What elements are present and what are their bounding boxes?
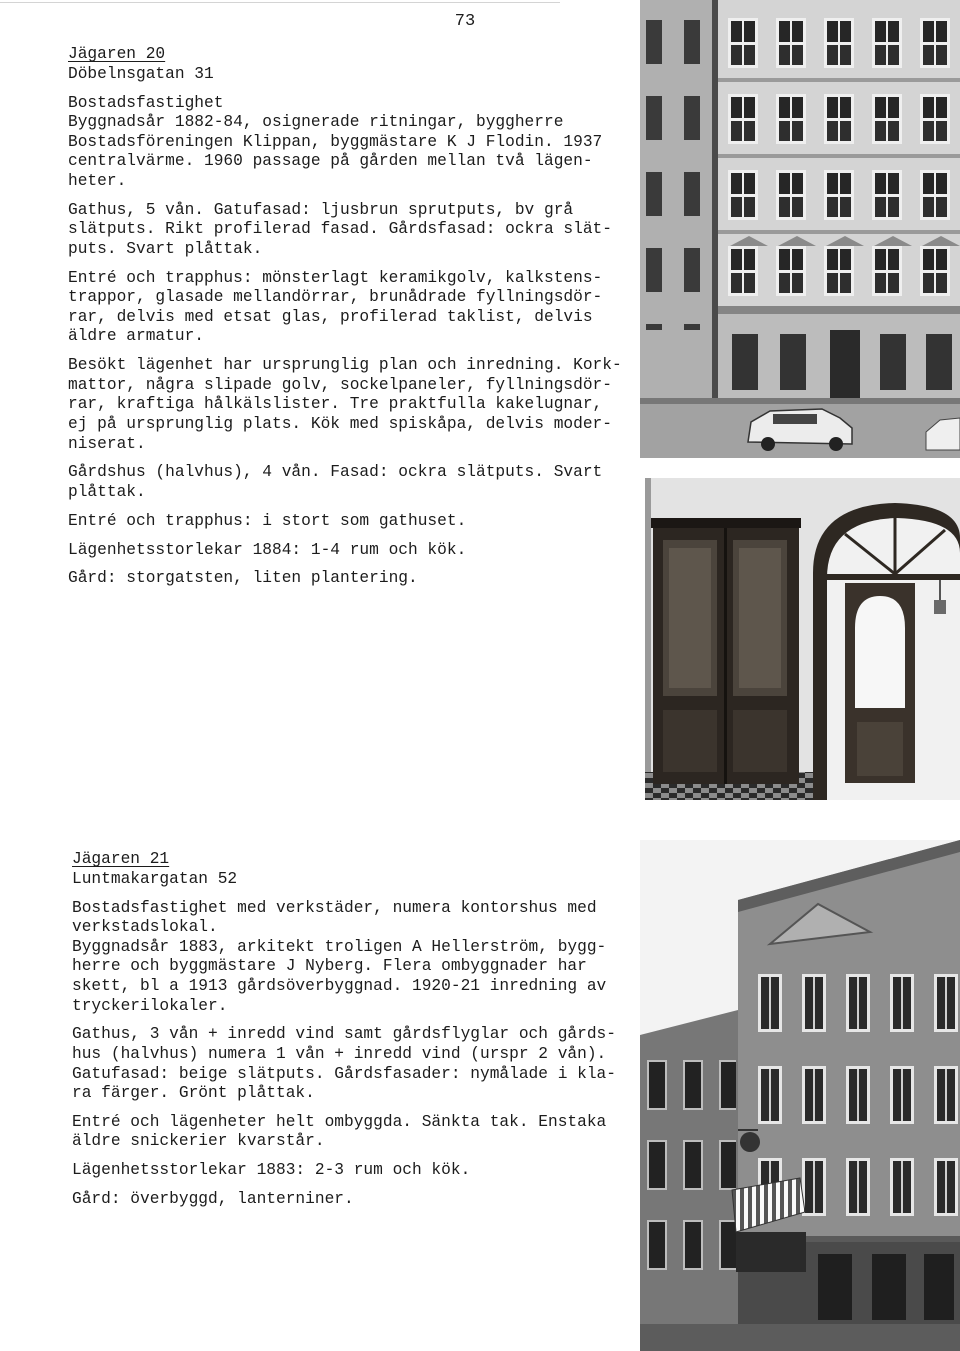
photo-entrance-interior [645, 478, 960, 800]
entry-heading [72, 850, 642, 889]
text-line: Lägenhetsstorlekar 1884: 1-4 rum och kök. [68, 540, 467, 559]
entry-jagaren-20 [68, 45, 638, 589]
text-line: Byggnadsår 1882-84, osignerade ritningar, byggherre [68, 113, 564, 132]
double-door [651, 518, 801, 784]
street [640, 1324, 960, 1351]
text-line: mattor, några slipade golv, sockelpaneler, fyllningsdör- [68, 375, 612, 394]
text-line: Gård: överbyggd, lanterniner. [72, 1190, 354, 1209]
text-line: puts. Svart plåttak. [68, 239, 263, 258]
photo-street-facade [640, 0, 960, 458]
text-line: heter. [68, 171, 127, 190]
page-number: 73 [454, 12, 476, 31]
text-line: centralvärme. 1960 passage på gården mellan två lägen- [68, 152, 593, 171]
property-title: Jägaren 21 [72, 850, 170, 869]
paragraph-apartment-sizes [72, 1161, 642, 1181]
text-line: skett, bl a 1913 gårdsöverbyggnad. 1920-21 inredning av [72, 976, 607, 995]
arched-doorway [813, 503, 960, 800]
text-line: Entré och lägenheter helt ombyggda. Sänkta tak. Enstaka [72, 1112, 607, 1131]
text-line: ej på ursprunglig plats. Kök med spiskåpa, delvis moder- [68, 415, 612, 434]
text-line: Bostadsfastighet med verkstäder, numera kontorshus med [72, 898, 597, 917]
property-address: Döbelnsgatan 31 [68, 64, 214, 83]
text-line: äldre armatur. [68, 327, 204, 346]
text-line: Lägenhetsstorlekar 1883: 2-3 rum och kök. [72, 1161, 471, 1180]
text-line: herre och byggmästare J Nyberg. Flera ombyggnader har [72, 957, 587, 976]
text-line: Gårdshus (halvhus), 4 vån. Fasad: ockra slätputs. Svart [68, 463, 603, 482]
text-line: niserat. [68, 434, 146, 453]
property-address: Luntmakargatan 52 [72, 869, 238, 888]
text-line: trappor, glasade mellandörrar, brunådrade fyllningsdör- [68, 288, 603, 307]
scan-edge-line [0, 2, 560, 3]
paragraph-apartment-sizes [68, 541, 638, 561]
hanging-lamp [934, 600, 946, 614]
paragraph-courtyard-entrance [68, 512, 638, 532]
text-line: slätputs. Rikt profilerad fasad. Gårdsfasad: ockra slät- [68, 220, 612, 239]
photo-street-building [640, 840, 960, 1351]
paragraph-description [68, 94, 638, 192]
text-line: äldre snickerier kvarstår. [72, 1132, 325, 1151]
paragraph-description [72, 899, 642, 1017]
text-line: Besökt lägenhet har ursprunglig plan och inredning. Kork- [68, 356, 622, 375]
text-line: Bostadsfastighet [68, 93, 224, 112]
text-line: Entré och trapphus: i stort som gathuset. [68, 511, 467, 530]
property-title: Jägaren 20 [68, 45, 166, 64]
text-line: Bostadsföreningen Klippan, byggmästare K J Flodin. 1937 [68, 132, 603, 151]
neighbor-building [640, 0, 718, 400]
paragraph-courtyard-building [68, 463, 638, 502]
text-line: rar, kraftiga hålkälslister. Tre praktfulla kakelugnar, [68, 395, 603, 414]
text-line: Byggnadsår 1883, arkitekt troligen A Hellerström, bygg- [72, 937, 607, 956]
text-line: ra färger. Grönt plåttak. [72, 1084, 315, 1103]
main-facade [718, 0, 960, 400]
paragraph-entrance [72, 1113, 642, 1152]
text-line: Gathus, 3 vån + inredd vind samt gårdsflyglar och gårds- [72, 1025, 616, 1044]
text-line: hus (halvhus) numera 1 vån + inredd vind (urspr 2 vån). [72, 1044, 607, 1063]
entry-heading [68, 45, 638, 84]
paragraph-street-building [72, 1025, 642, 1103]
paragraph-courtyard [68, 569, 638, 589]
left-building [640, 1010, 738, 1351]
text-line: Entré och trapphus: mönsterlagt keramikgolv, kalkstens- [68, 268, 603, 287]
text-line: Gatufasad: beige slätputs. Gårdsfasader: nymålade i kla- [72, 1064, 616, 1083]
entry-jagaren-21 [72, 850, 642, 1209]
paragraph-apartment [68, 356, 638, 454]
paragraph-street-building [68, 201, 638, 260]
text-line: verkstadslokal. [72, 918, 218, 937]
text-line: plåttak. [68, 483, 146, 501]
text-line: Gathus, 5 vån. Gatufasad: ljusbrun sprutputs, bv grå [68, 200, 574, 219]
paragraph-entrance [68, 269, 638, 347]
text-line: tryckerilokaler. [72, 996, 228, 1015]
paragraph-courtyard [72, 1190, 642, 1210]
text-line: Gård: storgatsten, liten plantering. [68, 569, 418, 588]
text-line: rar, delvis med etsat glas, profilerad taklist, delvis [68, 307, 593, 326]
main-building [738, 840, 960, 1351]
